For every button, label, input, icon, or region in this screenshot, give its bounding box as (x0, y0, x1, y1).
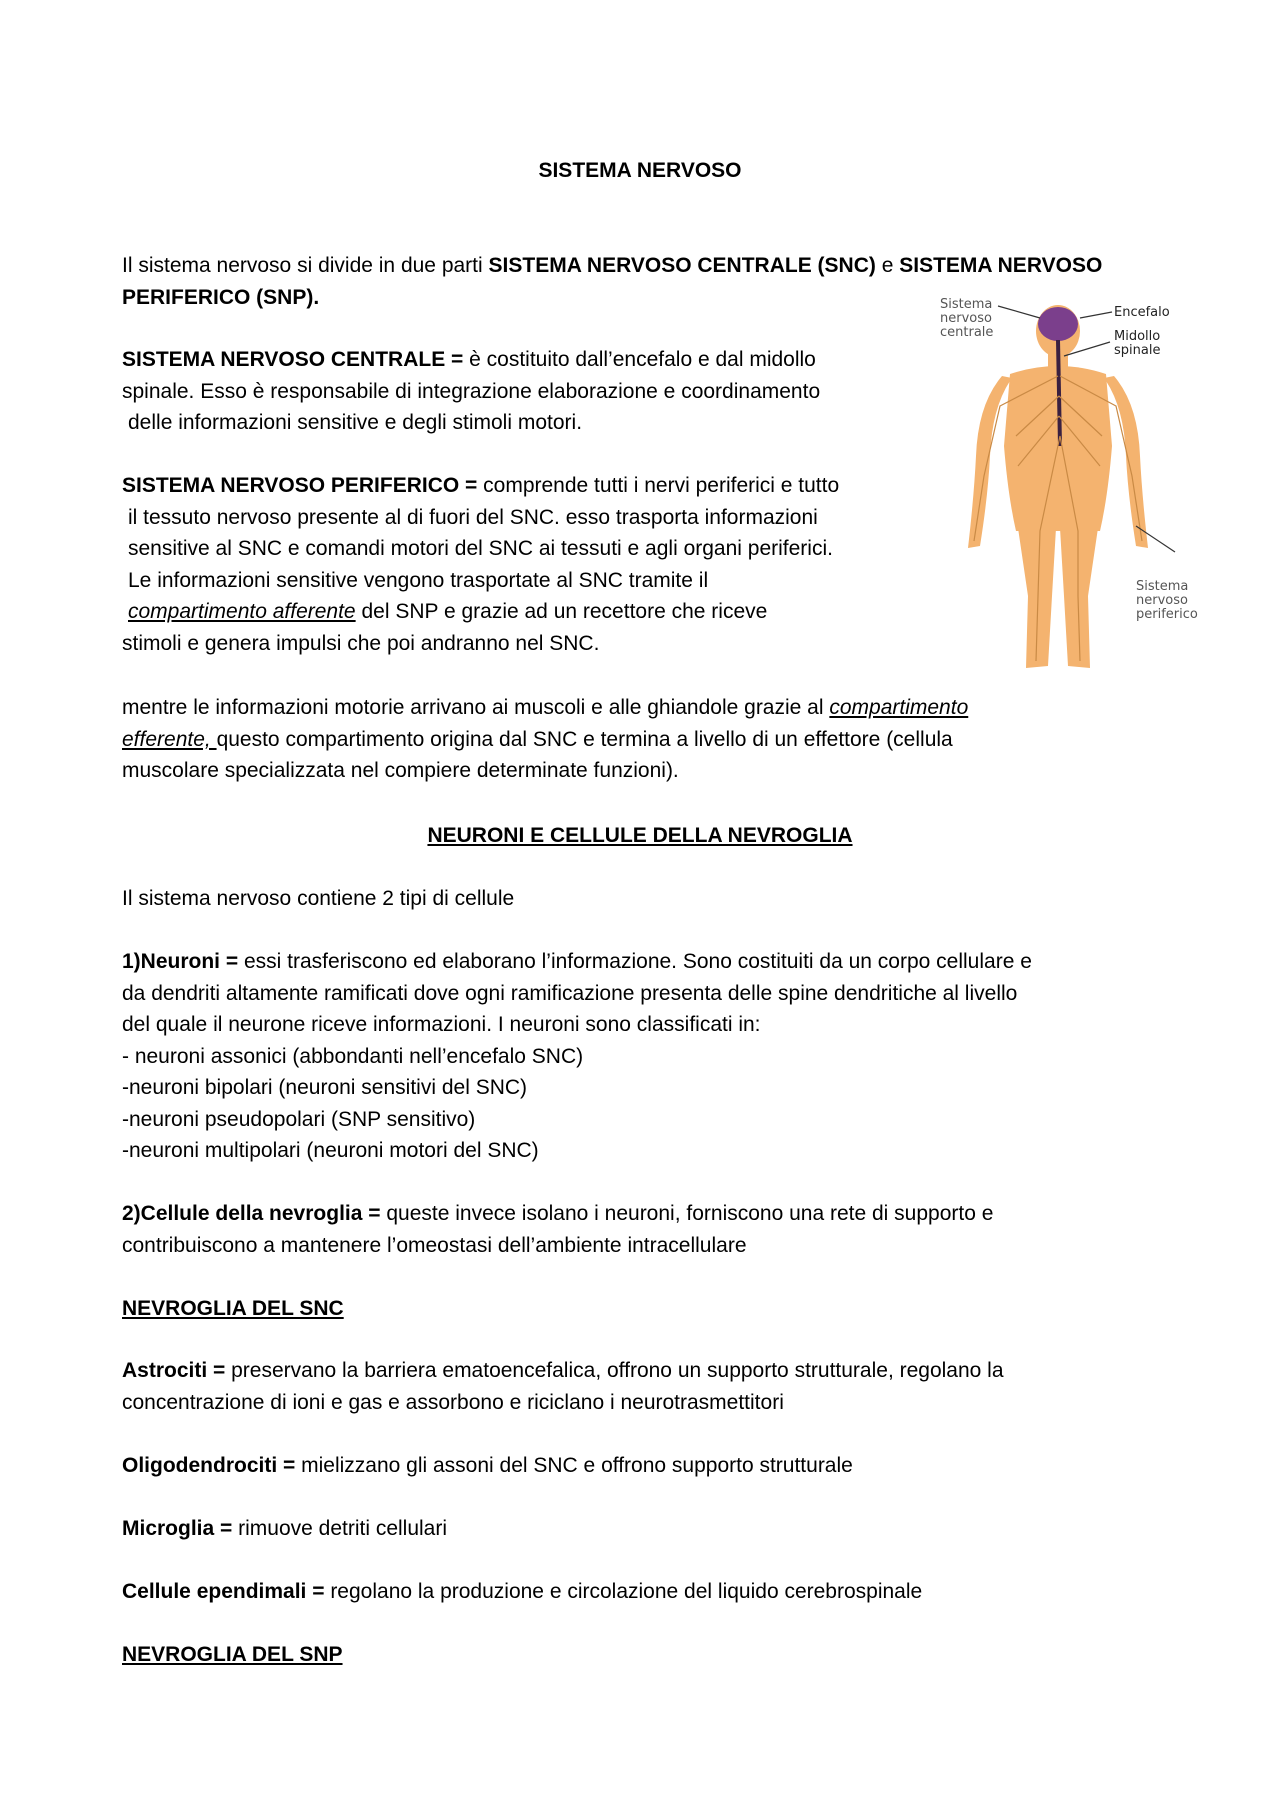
nervous-system-illustration (940, 296, 1230, 681)
neuron-type-item: -neuroni bipolari (neuroni sensitivi del SNC) (122, 1076, 528, 1099)
microglia-term: Microglia = (122, 1517, 233, 1540)
neuron-type-item: - neuroni assonici (abbondanti nell’encefalo SNC) (122, 1044, 584, 1068)
label-encefalo: Encefalo (1114, 305, 1170, 320)
intro-snp-1: SISTEMA NERVOSO (899, 254, 1103, 277)
snp-line-5: del SNP e grazie ad un recettore che riceve (355, 600, 768, 623)
brain-shape (1038, 307, 1078, 341)
spinal-cord (1058, 340, 1060, 446)
heading-neuroni: NEURONI E CELLULE DELLA NEVROGLIA (427, 824, 853, 847)
neuroni-line-1: essi trasferiscono ed elaborano l’informazione. Sono costituiti da un corpo cellulare e (238, 950, 1032, 973)
snp-line-6: stimoli e genera impulsi che poi andranno nel SNC. (122, 631, 600, 655)
motor-line-3: muscolare specializzata nel compiere determinate funzioni). (122, 759, 679, 782)
label-snc-2: nervoso (940, 311, 992, 326)
snp-line-2: il tessuto nervoso presente al di fuori del SNC. esso trasporta informazioni (128, 505, 818, 529)
label-midollo-1: Midollo (1114, 329, 1161, 344)
label-midollo-2: spinale (1114, 343, 1161, 358)
neuron-type-item: -neuroni multipolari (neuroni motori del SNC) (122, 1139, 539, 1162)
astrociti-line-1: preservano la barriera ematoencefalica, offrono un supporto strutturale, regolano la (225, 1359, 1004, 1382)
microglia-paragraph (122, 1513, 1162, 1545)
neuroni-line-2: da dendriti altamente ramificati dove ogni ramificazione presenta delle spine dendritiche al livello (122, 981, 1018, 1005)
intro-text: Il sistema nervoso si divide in due parti (122, 254, 489, 277)
label-snp-2: nervoso (1136, 593, 1188, 608)
oligo-text: mielizzano gli assoni del SNC e offrono supporto strutturale (295, 1454, 853, 1477)
neuroni-paragraph (122, 946, 1162, 1167)
cell-types-intro: Il sistema nervoso contiene 2 tipi di cellule (122, 887, 515, 910)
motor-paragraph (122, 692, 1162, 787)
label-snc-1: Sistema (940, 297, 993, 312)
intro-and: e (875, 254, 900, 277)
afferente-term: compartimento afferente (128, 600, 356, 623)
intro-snp-2: PERIFERICO (SNP). (122, 285, 320, 309)
snc-line-2: spinale. Esso è responsabile di integrazione elaborazione e coordinamento (122, 379, 821, 403)
oligo-term: Oligodendrociti = (122, 1454, 296, 1477)
label-snp-1: Sistema (1136, 579, 1189, 594)
snp-line-3: sensitive al SNC e comandi motori del SNC ai tessuti e agli organi periferici. (128, 537, 833, 560)
left-arm-shape (968, 376, 1012, 548)
efferente-term-2: efferente, (122, 727, 217, 751)
label-snc-3: centrale (940, 325, 994, 340)
nevroglia-term: 2)Cellule della nevroglia = (122, 1202, 381, 1225)
ependimali-text: regolano la produzione e circolazione del liquido cerebrospinale (324, 1580, 923, 1603)
neuroni-term: 1)Neuroni = (122, 950, 239, 973)
neuroni-line-3: del quale il neurone riceve informazioni. I neuroni sono classificati in: (122, 1013, 761, 1036)
astrociti-paragraph (122, 1355, 1162, 1418)
neuron-type-item: -neuroni pseudopolari (SNP sensitivo) (122, 1107, 476, 1131)
motor-line-1: mentre le informazioni motorie arrivano ai muscoli e alle ghiandole grazie al (122, 696, 830, 719)
snp-paragraph (122, 470, 932, 659)
ependimali-term: Cellule ependimali = (122, 1580, 325, 1603)
right-arm-shape (1104, 376, 1148, 548)
heading-nevroglia-snp: NEVROGLIA DEL SNP (122, 1643, 343, 1666)
intro-snc: SISTEMA NERVOSO CENTRALE (SNC) (488, 254, 876, 277)
efferente-term-1: compartimento (829, 696, 969, 719)
page-title: SISTEMA NERVOSO (538, 159, 742, 182)
snc-paragraph (122, 344, 932, 439)
heading-nevroglia-snc: NEVROGLIA DEL SNC (122, 1297, 344, 1320)
nevroglia-line-2: contribuiscono a mantenere l’omeostasi dell’ambiente intracellulare (122, 1233, 747, 1257)
snc-term: SISTEMA NERVOSO CENTRALE = (122, 348, 464, 371)
snp-line-4: Le informazioni sensitive vengono trasportate al SNC tramite il (128, 568, 709, 592)
nevroglia-line-1: queste invece isolano i neuroni, forniscono una rete di supporto e (380, 1202, 994, 1225)
nevroglia-paragraph (122, 1198, 1162, 1261)
motor-line-2: questo compartimento origina dal SNC e termina a livello di un effettore (cellula (216, 727, 953, 751)
oligo-paragraph (122, 1450, 1162, 1482)
label-snp-3: periferico (1136, 607, 1198, 622)
astrociti-line-2: concentrazione di ioni e gas e assorbono e riciclano i neurotrasmettitori (122, 1390, 784, 1414)
snp-line-1: comprende tutti i nervi periferici e tutto (477, 474, 840, 497)
snc-line-3: delle informazioni sensitive e degli stimoli motori. (128, 411, 583, 434)
astrociti-term: Astrociti = (122, 1359, 226, 1382)
ependimali-paragraph (122, 1576, 1162, 1608)
microglia-text: rimuove detriti cellulari (232, 1517, 448, 1540)
snc-line-1: è costituito dall’encefalo e dal midollo (463, 348, 816, 371)
snp-term: SISTEMA NERVOSO PERIFERICO = (122, 474, 478, 497)
